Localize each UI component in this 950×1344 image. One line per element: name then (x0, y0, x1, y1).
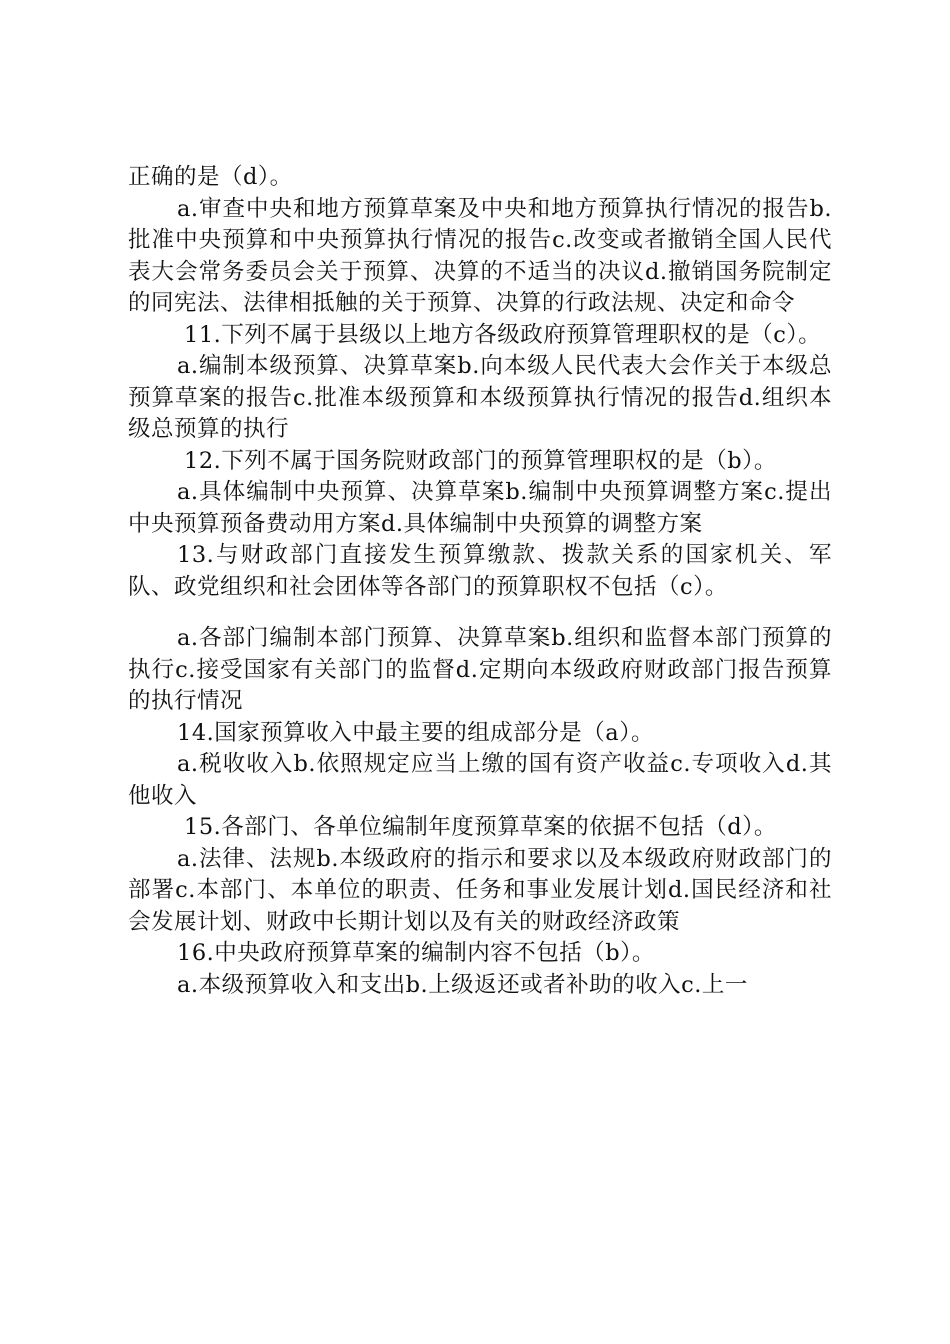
paragraph-question-11: 11.下列不属于县级以上地方各级政府预算管理职权的是（c）。 (184, 321, 822, 348)
paragraph-options-16: a.本级预算收入和支出b.上级返还或者补助的收入c.上一 (177, 971, 748, 998)
paragraph-options-10: a.审查中央和地方预算草案及中央和地方预算执行情况的报告b.批准中央预算和中央预算执行情况的报告c.改变或者撤销全国人民代表大会常务委员会关于预算、决算的不适当的决议d.撤销国务院制定的同宪法、法律相抵触的关于预算、决算的行政法规、决定和命令 (128, 195, 832, 316)
paragraph-question-14: 14.国家预算收入中最主要的组成部分是（a）。 (177, 719, 654, 746)
document-body (128, 162, 832, 1001)
paragraph-continuation: 正确的是（d）。 (128, 164, 293, 190)
blank-line (128, 603, 832, 623)
paragraph-question-16: 16.中央政府预算草案的编制内容不包括（b）。 (177, 940, 655, 966)
paragraph-question-12: 12.下列不属于国务院财政部门的预算管理职权的是（b）。 (184, 447, 777, 474)
paragraph-options-13: a.各部门编制本部门预算、决算草案b.组织和监督本部门预算的执行c.接受国家有关部门的监督d.定期向本级政府财政部门报告预算的执行情况 (128, 625, 832, 714)
paragraph-options-12: a.具体编制中央预算、决算草案b.编制中央预算调整方案c.提出中央预算预备费动用方案d.具体编制中央预算的调整方案 (128, 479, 832, 537)
paragraph-options-14: a.税收收入b.依照规定应当上缴的国有资产收益c.专项收入d.其他收入 (128, 751, 832, 809)
paragraph-question-15: 15.各部门、各单位编制年度预算草案的依据不包括（d）。 (184, 814, 777, 840)
paragraph-options-15: a.法律、法规b.本级政府的指示和要求以及本级政府财政部门的部署c.本部门、本单位的职责、任务和事业发展计划d.国民经济和社会发展计划、财政中长期计划以及有关的财政经济政策 (128, 845, 832, 935)
paragraph-question-13: 13.与财政部门直接发生预算缴款、拨款关系的国家机关、军队、政党组织和社会团体等各部门的预算职权不包括（c）。 (128, 542, 832, 600)
paragraph-options-11: a.编制本级预算、决算草案b.向本级人民代表大会作关于本级总预算草案的报告c.批准本级预算和本级预算执行情况的报告d.组织本级总预算的执行 (128, 353, 832, 442)
